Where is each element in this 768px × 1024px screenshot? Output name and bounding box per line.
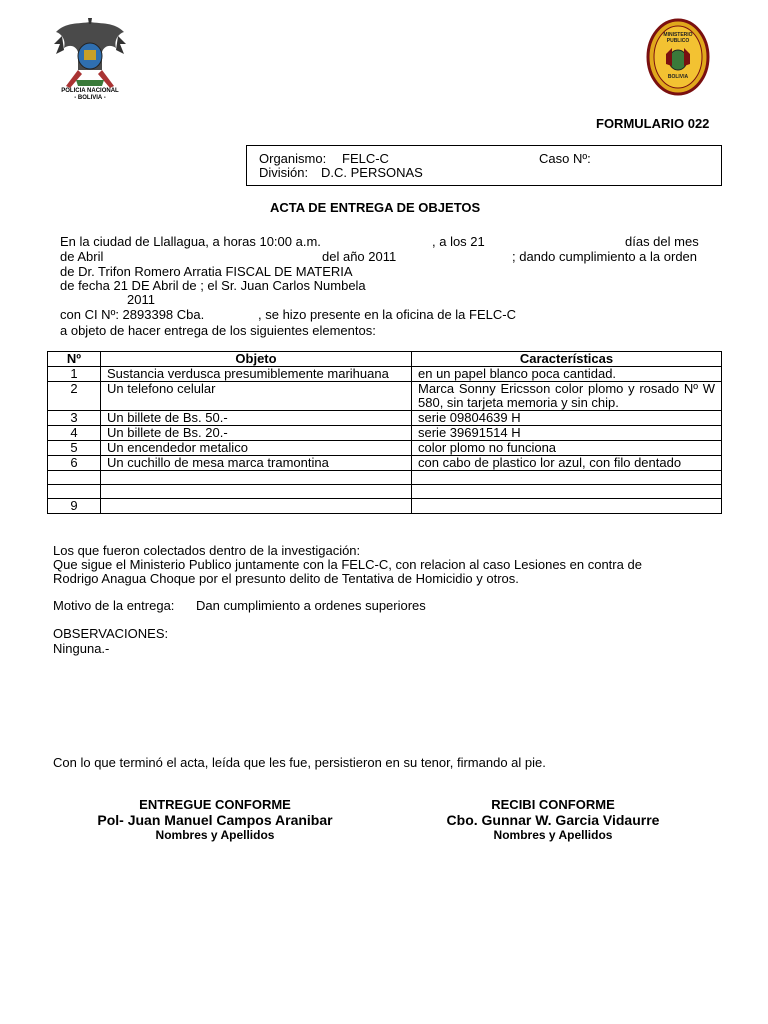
row-num: 5 xyxy=(48,441,101,456)
table-row xyxy=(48,471,722,485)
row-num xyxy=(48,471,101,485)
table-row xyxy=(48,367,722,382)
row-num: 1 xyxy=(48,367,101,382)
row-num: 3 xyxy=(48,411,101,426)
table-row xyxy=(48,411,722,426)
signature-label: Nombres y Apellidos xyxy=(493,828,613,842)
row-num: 4 xyxy=(48,426,101,441)
intro-line6-a: con CI Nº: 2893398 Cba. xyxy=(60,307,205,322)
shield-badge-icon xyxy=(646,18,710,96)
motivo-value: Dan cumplimiento a ordenes superiores xyxy=(196,598,426,613)
row-caracteristicas: serie 39691514 H xyxy=(412,426,722,441)
header-caracteristicas: Características xyxy=(412,352,722,367)
items-table xyxy=(47,351,722,514)
signature-block-right xyxy=(408,797,698,842)
signature-name: Pol- Juan Manuel Campos Aranibar xyxy=(97,812,333,828)
table-row xyxy=(48,441,722,456)
row-caracteristicas xyxy=(412,485,722,499)
signature-heading: RECIBI CONFORME xyxy=(491,797,615,812)
row-caracteristicas: con cabo de plastico lor azul, con filo dentado xyxy=(412,456,722,471)
signature-heading: ENTREGUE CONFORME xyxy=(139,797,291,812)
table-row xyxy=(48,499,722,514)
signature-block-left xyxy=(70,797,360,842)
intro-line4: de fecha 21 DE Abril de ; el Sr. Juan Carlos Numbela xyxy=(60,278,366,293)
body-p3: Rodrigo Anagua Choque por el presunto delito de Tentativa de Homicidio y otros. xyxy=(53,571,519,586)
row-caracteristicas: color plomo no funciona xyxy=(412,441,722,456)
row-objeto: Un cuchillo de mesa marca tramontina xyxy=(101,456,412,471)
row-num: 6 xyxy=(48,456,101,471)
intro-line1-b: , a los 21 xyxy=(432,234,485,249)
row-objeto xyxy=(101,367,412,382)
row-objeto: Un billete de Bs. 50.- xyxy=(101,411,412,426)
intro-line5: 2011 xyxy=(127,292,155,307)
observaciones-label: OBSERVACIONES: xyxy=(53,626,169,641)
table-row xyxy=(48,456,722,471)
body-p2: Que sigue el Ministerio Publico juntamente con la FELC-C, con relacion al caso Lesiones en contra de xyxy=(53,557,642,572)
motivo-label: Motivo de la entrega: xyxy=(53,598,175,613)
body-p1: Los que fueron colectados dentro de la investigación: xyxy=(53,543,361,558)
ministerio-publico-logo xyxy=(646,18,710,96)
row-objeto xyxy=(101,471,412,485)
organismo-value: FELC-C xyxy=(342,151,389,166)
intro-line6-b: , se hizo presente en la oficina de la FELC-C xyxy=(258,307,516,322)
observaciones-value: Ninguna.- xyxy=(53,641,110,656)
badge-text-line2: PUBLICO xyxy=(666,38,690,44)
signature-label: Nombres y Apellidos xyxy=(155,828,275,842)
row-objeto: Un telefono celular xyxy=(101,382,412,411)
badge-text-line3: BOLIVIA xyxy=(667,74,689,80)
row-objeto: Un billete de Bs. 20.- xyxy=(101,426,412,441)
table-row xyxy=(48,426,722,441)
row-caracteristicas xyxy=(412,499,722,514)
organismo-label: Organismo: xyxy=(259,151,327,166)
table-header-row xyxy=(48,352,722,367)
closing-statement: Con lo que terminó el acta, leída que les fue, persistieron en su tenor, firmando al pie. xyxy=(53,755,546,770)
row-caracteristicas: serie 09804639 H xyxy=(412,411,722,426)
row-caracteristicas xyxy=(412,471,722,485)
row-num xyxy=(48,485,101,499)
row-objeto xyxy=(101,485,412,499)
logo-caption-line1: POLICIA NACIONAL xyxy=(61,88,119,94)
policia-nacional-logo xyxy=(48,14,132,104)
form-number: FORMULARIO 022 xyxy=(596,116,710,131)
intro-line2-a: de Abril xyxy=(60,249,104,264)
row-caracteristicas: en un papel blanco poca cantidad. xyxy=(412,367,722,382)
row-objeto xyxy=(101,499,412,514)
intro-line1-a: En la ciudad de Llallagua, a horas 10:00 a.m. xyxy=(60,234,321,249)
table-row xyxy=(48,485,722,499)
caso-label: Caso Nº: xyxy=(539,151,591,166)
intro-line3: de Dr. Trifon Romero Arratia FISCAL DE MATERIA xyxy=(60,264,353,279)
row-objeto-text: Sustancia verdusca presumiblemente marihuana xyxy=(107,366,389,381)
intro-line1-c: días del mes xyxy=(625,234,699,249)
logo-caption-line2: - BOLIVIA - xyxy=(74,95,106,101)
row-objeto: Un encendedor metalico xyxy=(101,441,412,456)
row-caracteristicas xyxy=(412,382,722,411)
organism-box xyxy=(246,145,722,186)
document-title: ACTA DE ENTREGA DE OBJETOS xyxy=(270,200,481,215)
intro-line7: a objeto de hacer entrega de los siguientes elementos: xyxy=(60,323,376,338)
badge-text-line1: MINISTERIO xyxy=(663,32,693,38)
signature-name: Cbo. Gunnar W. Garcia Vidaurre xyxy=(446,812,660,828)
header-objeto: Objeto xyxy=(101,352,412,367)
intro-line2-b: del año 2011 xyxy=(322,249,397,264)
intro-line2-c: ; dando cumplimiento a la orden xyxy=(512,249,698,264)
row-num: 9 xyxy=(48,499,101,514)
table-row xyxy=(48,382,722,411)
header-num: Nº xyxy=(48,352,101,367)
row-caracteristicas-text: Marca Sonny Ericsson color plomo y rosado Nº W 580, sin tarjeta memoria y sin chip. xyxy=(418,381,715,410)
division-label: División: xyxy=(259,165,309,180)
row-num: 2 xyxy=(48,382,101,411)
division-value: D.C. PERSONAS xyxy=(321,165,423,180)
